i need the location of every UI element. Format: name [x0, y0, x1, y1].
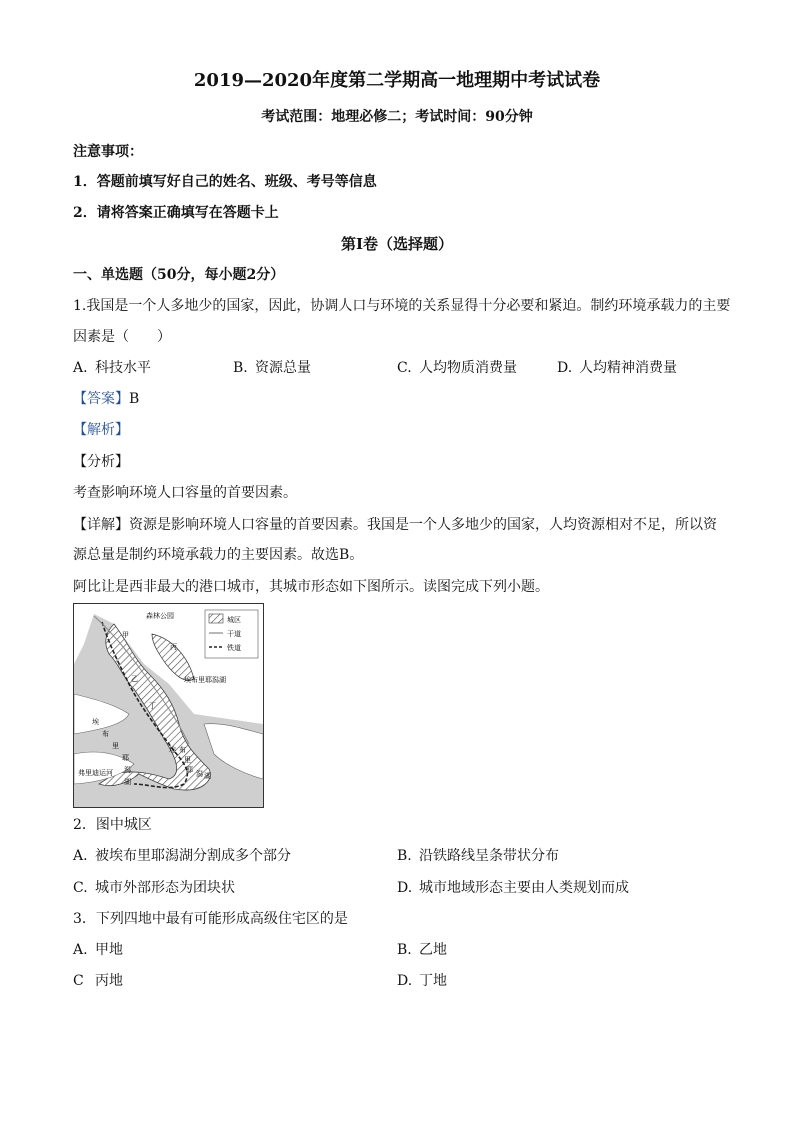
place-bing: 丙 [170, 643, 177, 651]
q1-stem-line2: 因素是（ ） [73, 329, 171, 345]
q3-option-c: C 丙地 [73, 973, 123, 989]
place-jia: 甲 [122, 631, 129, 639]
notice-item-2: 2．请将答案正确填写在答题卡上 [73, 205, 279, 221]
q1-option-c: C. 人均物质消费量 [397, 360, 517, 376]
intro-text: 阿比让是西非最大的港口城市，其城市形态如下图所示。读图完成下列小题。 [73, 579, 549, 595]
q2-stem: 2．图中城区 [73, 817, 152, 833]
q3-option-b: B. 乙地 [397, 942, 447, 958]
q1-option-a: A. 科技水平 [73, 360, 151, 376]
q1-option-b: B. 资源总量 [233, 360, 311, 376]
legend-road-label: 干道 [227, 630, 241, 638]
q2-option-a: A. 被埃布里耶潟湖分割成多个部分 [73, 848, 291, 864]
lagoon-bottom-6: 湖 [204, 772, 211, 780]
notice-heading: 注意事项： [73, 144, 143, 160]
q1-analysis-tag: 【解析】 [73, 422, 129, 438]
lagoon-left-4: 耶 [122, 754, 129, 762]
canal-label: 弗里迪运河 [78, 769, 113, 777]
lagoon-bottom-2: 布 [179, 746, 186, 754]
q1-fenxi-text: 考查影响环境人口容量的首要因素。 [73, 485, 297, 501]
place-yi: 乙 [131, 675, 138, 683]
q1-answer: 【答案】B [73, 391, 140, 407]
q3-option-a: A. 甲地 [73, 942, 123, 958]
forest-park-label: 森林公园 [146, 612, 174, 620]
lagoon-left-5: 潟 [124, 766, 131, 774]
legend-city-swatch [209, 614, 223, 623]
lagoon-bottom-1: 埃 [169, 746, 176, 754]
legend-rail-label: 铁道 [227, 644, 241, 652]
part-title: 第I卷（选择题） [340, 235, 454, 253]
q2-option-d: D. 城市地域形态主要由人类规划而成 [397, 880, 629, 896]
lagoon-left-3: 里 [112, 742, 119, 750]
lagoon-bottom-5: 潟 [196, 770, 203, 778]
q3-option-d: D. 丁地 [397, 973, 447, 989]
lagoon-left-1: 埃 [92, 718, 99, 726]
q1-stem-line1: 1.我国是一个人多地少的国家，因此，协调人口与环境的关系显得十分必要和紧迫。制约环境承载力的主要 [73, 298, 731, 314]
q1-fenxi-tag: 【分析】 [73, 454, 129, 470]
section-title: 一、单选题（50分，每小题2分） [73, 267, 285, 283]
q2-option-c: C. 城市外部形态为团块状 [73, 880, 235, 896]
notice-item-1: 1．答题前填写好自己的姓名、班级、考号等信息 [73, 174, 377, 190]
q1-detail-line1: 【详解】资源是影响环境人口容量的首要因素。我国是一个人多地少的国家，人均资源相对不足，所以资 [73, 517, 717, 533]
q2-option-b: B. 沿铁路线呈条带状分布 [397, 848, 559, 864]
place-ding: 丁 [149, 702, 156, 710]
lagoon-left-6: 湖 [124, 778, 131, 786]
exam-scope: 考试范围：地理必修二；考试时间：90分钟 [261, 109, 533, 125]
q1-option-d: D. 人均精神消费量 [557, 360, 677, 376]
page-title: 2019—2020年度第二学期高一地理期中考试试卷 [193, 70, 601, 91]
lagoon-left-2: 布 [102, 730, 109, 738]
lagoon-bottom-4: 耶 [186, 766, 193, 774]
city-map [73, 603, 264, 808]
lagoon-bottom-3: 里 [184, 756, 191, 764]
lagoon-top-label: 埃布里耶潟湖 [184, 676, 226, 684]
legend-city-label: 城区 [227, 616, 241, 624]
q3-stem: 3．下列四地中最有可能形成高级住宅区的是 [73, 911, 348, 927]
q1-detail-line2: 源总量是制约环境承载力的主要因素。故选B。 [73, 547, 364, 563]
